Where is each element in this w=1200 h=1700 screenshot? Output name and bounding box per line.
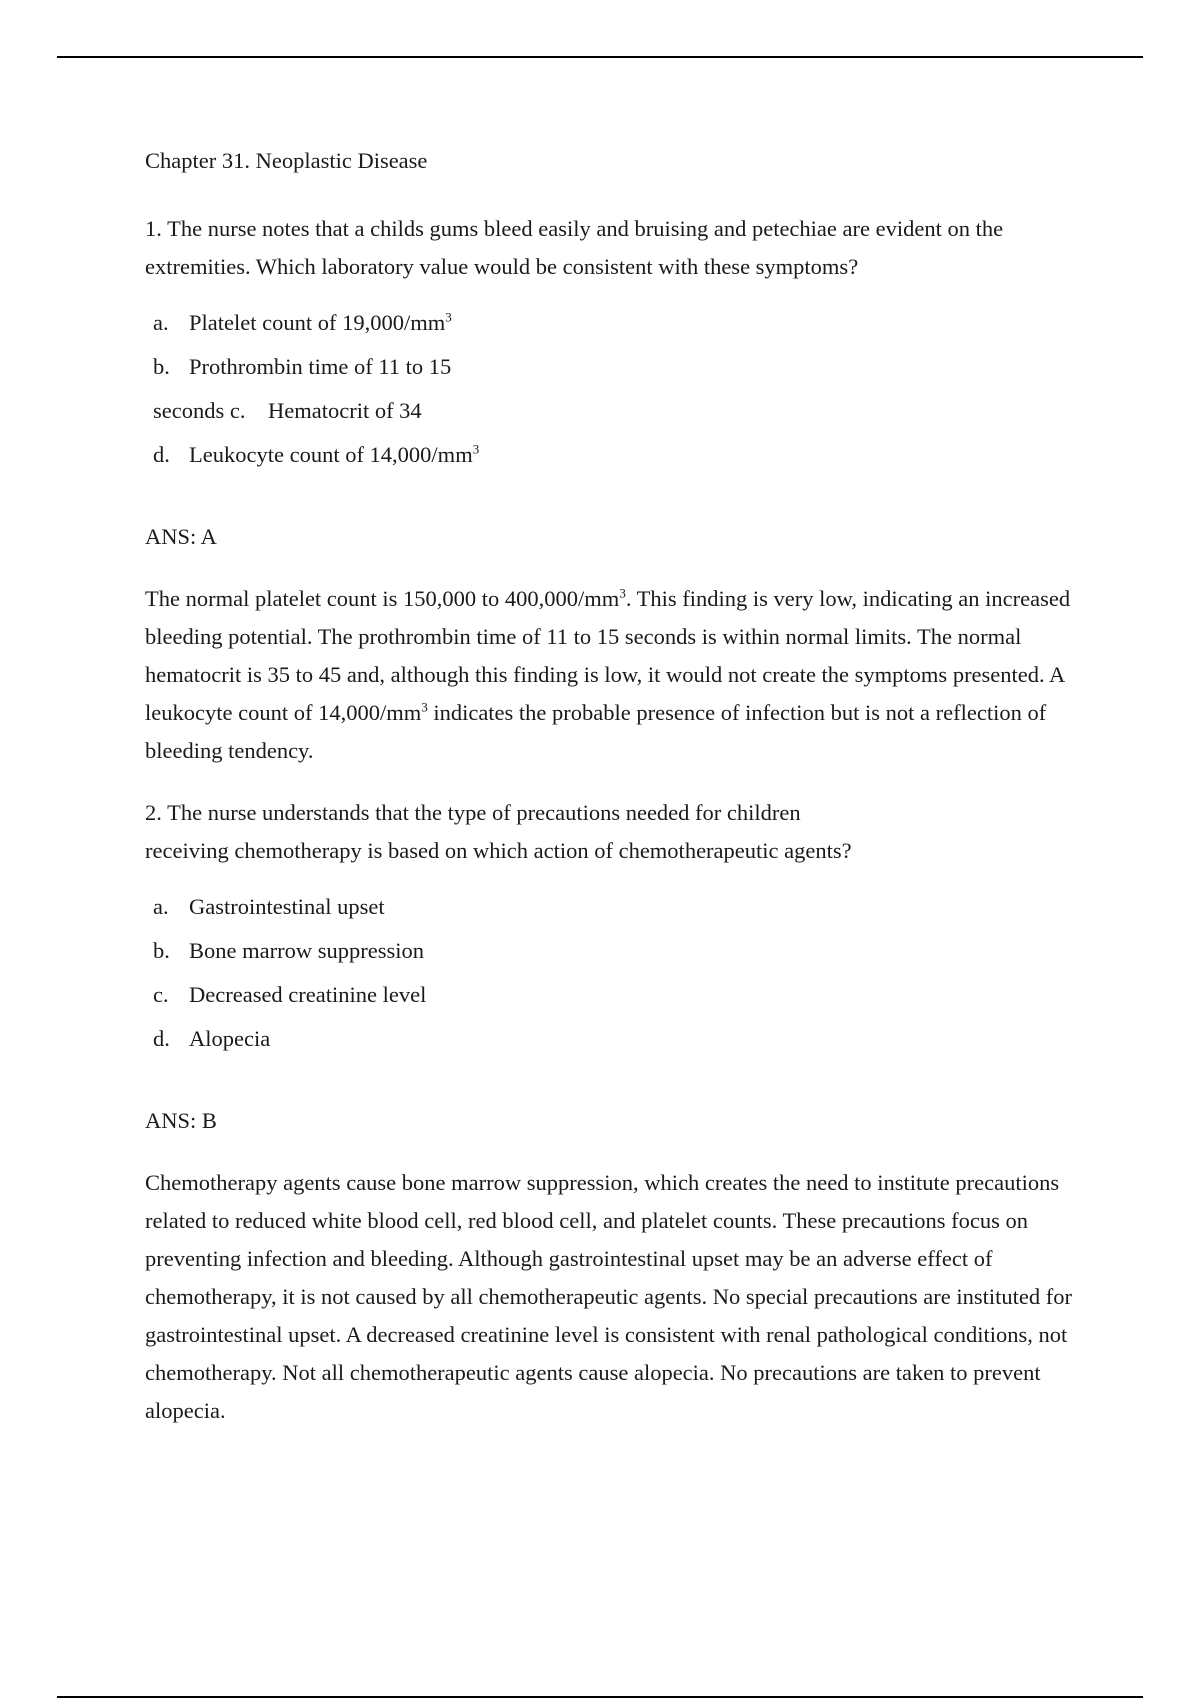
question-2-rationale: Chemotherapy agents cause bone marrow suppression, which creates the need to institute precautions related to reduced white blood cell, red blood cell, and platelet counts. These precautions focus on preventing infection and bleeding. Although gastrointestinal upset may be an adverse effect of chemotherapy, it is not caused by all chemotherapeutic agents. No special precautions are instituted for gastrointestinal upset. A decreased creatinine level is consistent with renal pathological conditions, not chemotherapy. Not all chemotherapeutic agents cause alopecia. No precautions are taken to prevent alopecia. <box>145 1170 1072 1423</box>
q1-rationale-part-3: indicates the probable presence of infection but is not a reflection of bleeding tendency. <box>145 700 1047 763</box>
q2-question-line-1: 2. The nurse understands that the type of precautions needed for children <box>145 800 801 825</box>
question-1: 1. The nurse notes that a childs gums bleed easily and bruising and petechiae are evident on the extremities. Which laboratory value would be consistent with these symptoms? <box>145 216 1004 279</box>
q2-option-d-letter: d. <box>153 1026 170 1051</box>
q2-option-a-letter: a. <box>153 894 169 919</box>
q1-option-d-sup: 3 <box>472 441 480 457</box>
q1-option-d-text: Leukocyte count of 14,000/mm <box>189 442 473 467</box>
header-rule <box>57 56 1143 58</box>
footer-rule <box>57 1696 1143 1698</box>
question-2-answer: ANS: B <box>145 1108 217 1133</box>
q1-rationale-part-1: The normal platelet count is 150,000 to 400,000/mm <box>145 586 620 611</box>
q1-option-c-text: Hematocrit of 34 <box>267 398 422 423</box>
q2-option-b-letter: b. <box>153 938 170 963</box>
q2-option-c-letter: c. <box>153 982 169 1007</box>
q1-rationale-sup-2: 3 <box>421 699 428 715</box>
q1-rationale-part-2: . This finding is very low, indicating an increased bleeding potential. The prothrombin time of 11 to 15 seconds is within normal limits. The normal hematocrit is 35 to 45 and, although this finding is low, it would not create the symptoms presented. A leukocyte count of 14,000/mm <box>145 586 1071 725</box>
q1-option-b-text: Prothrombin time of 11 to 15 <box>189 354 452 379</box>
q1-option-b <box>153 348 1075 386</box>
question-1-options <box>145 304 1075 474</box>
question-1-rationale <box>145 580 1075 770</box>
q1-option-b-continuation: seconds c. <box>153 398 246 423</box>
q2-option-b <box>153 932 1075 970</box>
q1-option-a-letter: a. <box>153 310 169 335</box>
document-body <box>145 142 1075 1454</box>
q1-option-d <box>153 436 1075 474</box>
q1-option-b-letter: b. <box>153 354 170 379</box>
q2-option-c <box>153 976 1075 1014</box>
q1-option-d-letter: d. <box>153 442 170 467</box>
q1-option-b-c <box>153 392 1075 430</box>
q1-option-a-text: Platelet count of 19,000/mm <box>189 310 446 335</box>
q2-option-b-text: Bone marrow suppression <box>189 938 424 963</box>
q1-rationale-sup-1: 3 <box>619 585 626 601</box>
q2-option-d-text: Alopecia <box>189 1026 271 1051</box>
q1-option-a <box>153 304 1075 342</box>
question-2 <box>145 794 1075 870</box>
q2-option-d <box>153 1020 1075 1058</box>
question-1-answer: ANS: A <box>145 524 217 549</box>
q2-question-line-2: receiving chemotherapy is based on which action of chemotherapeutic agents? <box>145 838 852 863</box>
q2-option-a <box>153 888 1075 926</box>
question-2-options <box>145 888 1075 1058</box>
q2-option-c-text: Decreased creatinine level <box>189 982 427 1007</box>
q1-option-a-sup: 3 <box>445 309 452 325</box>
chapter-title: Chapter 31. Neoplastic Disease <box>145 148 428 173</box>
q2-option-a-text: Gastrointestinal upset <box>189 894 385 919</box>
